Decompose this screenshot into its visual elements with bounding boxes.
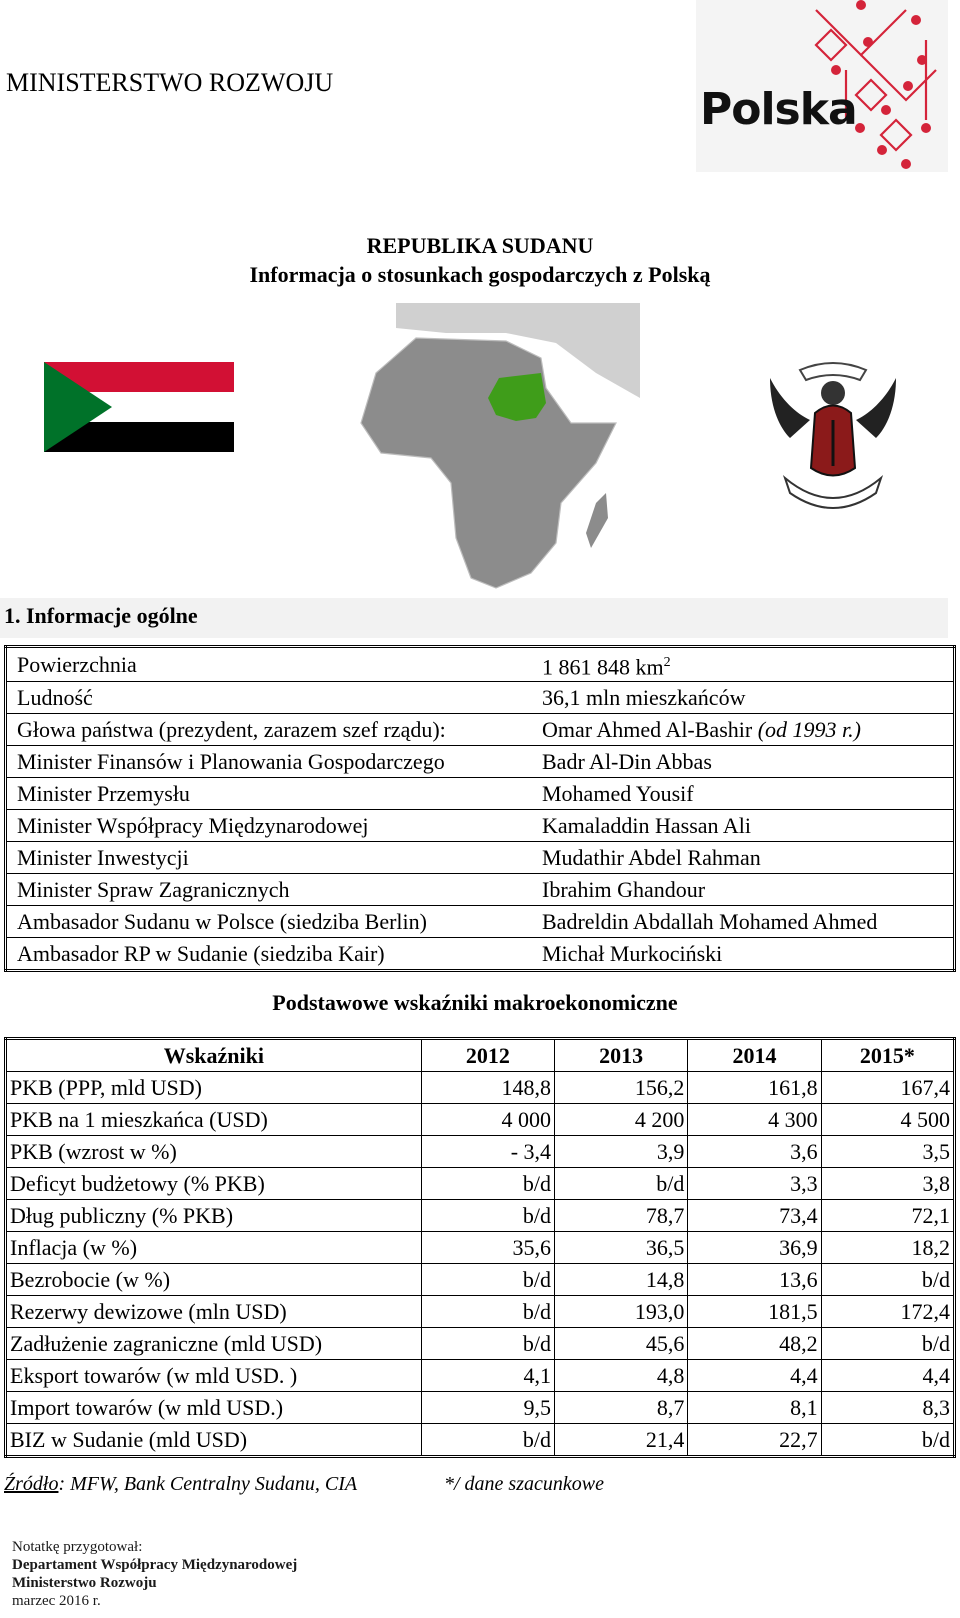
table-row: [6, 1392, 955, 1424]
info-label: Minister Współpracy Międzynarodowej: [17, 813, 369, 839]
indicator-name: Bezrobocie (w %): [6, 1264, 422, 1296]
prepared-by-label: Notatkę przygotował:: [12, 1539, 143, 1555]
indicator-value: 4,4: [688, 1360, 821, 1392]
table-row: [6, 1328, 955, 1360]
info-value-text: Michał Murkociński: [542, 941, 723, 967]
indicator-value: 13,6: [688, 1264, 821, 1296]
column-header: 2015*: [821, 1039, 954, 1072]
table-row: [6, 1296, 955, 1328]
table-row: [6, 1168, 955, 1200]
info-row: [6, 810, 955, 842]
info-row: [6, 746, 955, 778]
info-value: [529, 746, 955, 778]
source-label: Źródło: [4, 1473, 59, 1495]
indicator-value: 4 300: [688, 1104, 821, 1136]
indicator-value: 4 000: [421, 1104, 554, 1136]
info-value-text: Badr Al-Din Abbas: [542, 749, 712, 775]
ministry-name: MINISTERSTWO ROZWOJU: [6, 68, 334, 97]
info-value: [529, 682, 955, 714]
info-value-text: Mudathir Abdel Rahman: [542, 845, 761, 871]
info-value: [529, 647, 955, 682]
indicator-name: Zadłużenie zagraniczne (mld USD): [6, 1328, 422, 1360]
indicator-value: b/d: [421, 1264, 554, 1296]
table-row: [6, 1104, 955, 1136]
indicator-value: 35,6: [421, 1232, 554, 1264]
column-header: Wskaźniki: [6, 1039, 422, 1072]
table-row: [6, 1200, 955, 1232]
indicator-value: 161,8: [688, 1072, 821, 1104]
indicator-value: 148,8: [421, 1072, 554, 1104]
indicator-value: 4 500: [821, 1104, 954, 1136]
indicator-value: 48,2: [688, 1328, 821, 1360]
indicator-name: Inflacja (w %): [6, 1232, 422, 1264]
indicator-value: 156,2: [555, 1072, 688, 1104]
info-label: Minister Przemysłu: [17, 781, 190, 807]
general-info-table: [4, 645, 956, 972]
document-date: marzec 2016 r.: [12, 1593, 101, 1609]
indicator-value: 8,1: [688, 1392, 821, 1424]
polska-logo-text: Polska: [700, 84, 857, 135]
indicator-name: Eksport towarów (w mld USD. ): [6, 1360, 422, 1392]
indicator-value: 172,4: [821, 1296, 954, 1328]
info-value-text: Ibrahim Ghandour: [542, 877, 706, 903]
indicator-value: 8,3: [821, 1392, 954, 1424]
indicator-value: 4,4: [821, 1360, 954, 1392]
info-row: [6, 842, 955, 874]
indicator-value: b/d: [421, 1168, 554, 1200]
indicator-value: b/d: [421, 1328, 554, 1360]
info-label: Ludność: [17, 685, 93, 711]
table-row: [6, 1072, 955, 1104]
info-row: [6, 874, 955, 906]
info-value-text: 1 861 848 km: [542, 654, 664, 680]
indicator-value: b/d: [421, 1424, 554, 1457]
indicator-value: 193,0: [555, 1296, 688, 1328]
prepared-by-block: [12, 1538, 297, 1610]
indicator-value: - 3,4: [421, 1136, 554, 1168]
info-value-text: Omar Ahmed Al-Bashir: [542, 717, 753, 743]
indicator-value: 72,1: [821, 1200, 954, 1232]
indicator-value: 21,4: [555, 1424, 688, 1457]
country-title: REPUBLIKA SUDANU: [366, 233, 594, 258]
estimate-note: */ dane szacunkowe: [444, 1473, 604, 1495]
column-header: 2012: [421, 1039, 554, 1072]
indicator-name: BIZ w Sudanie (mld USD): [6, 1424, 422, 1457]
africa-locator-map: [356, 303, 640, 593]
indicator-name: PKB (wzrost w %): [6, 1136, 422, 1168]
ministry-footer: Ministerstwo Rozwoju: [12, 1575, 157, 1591]
info-label: Minister Finansów i Planowania Gospodarczego: [17, 749, 445, 775]
indicator-value: 8,7: [555, 1392, 688, 1424]
indicator-value: 9,5: [421, 1392, 554, 1424]
macro-indicators-table: [4, 1037, 956, 1458]
table-row: [6, 1264, 955, 1296]
info-row: [6, 778, 955, 810]
info-row: [6, 906, 955, 938]
info-value: [529, 842, 955, 874]
indicator-name: Import towarów (w mld USD.): [6, 1392, 422, 1424]
indicator-value: 3,8: [821, 1168, 954, 1200]
polska-logo: [696, 0, 948, 172]
info-label: Minister Spraw Zagranicznych: [17, 877, 290, 903]
section-general-info: [0, 598, 948, 638]
indicator-value: 4,8: [555, 1360, 688, 1392]
indicator-value: b/d: [421, 1296, 554, 1328]
indicator-name: Rezerwy dewizowe (mln USD): [6, 1296, 422, 1328]
indicator-value: 167,4: [821, 1072, 954, 1104]
info-label: Ambasador Sudanu w Polsce (siedziba Berlin): [17, 909, 427, 935]
info-value-text: Kamaladdin Hassan Ali: [542, 813, 751, 839]
info-label: Minister Inwestycji: [17, 845, 189, 871]
info-value: [529, 810, 955, 842]
info-value: [529, 778, 955, 810]
source-text: : MFW, Bank Centralny Sudanu, CIA: [58, 1473, 358, 1495]
info-value-text: Badreldin Abdallah Mohamed Ahmed: [542, 909, 878, 935]
indicator-value: 14,8: [555, 1264, 688, 1296]
indicator-value: b/d: [821, 1424, 954, 1457]
table-row: [6, 1424, 955, 1457]
info-value: [529, 906, 955, 938]
indicator-name: PKB na 1 mieszkańca (USD): [6, 1104, 422, 1136]
indicator-value: 3,3: [688, 1168, 821, 1200]
indicator-value: 3,9: [555, 1136, 688, 1168]
department-name: Departament Współpracy Międzynarodowej: [12, 1557, 298, 1573]
column-header: 2013: [555, 1039, 688, 1072]
table-row: [6, 1136, 955, 1168]
indicator-name: Dług publiczny (% PKB): [6, 1200, 422, 1232]
section-heading: 1. Informacje ogólne: [4, 603, 198, 628]
indicator-value: b/d: [421, 1200, 554, 1232]
source-note: [4, 1473, 357, 1496]
document-subtitle: Informacja o stosunkach gospodarczych z Polską: [249, 262, 711, 287]
table-row: [6, 1232, 955, 1264]
indicator-value: 3,5: [821, 1136, 954, 1168]
indicator-value: 18,2: [821, 1232, 954, 1264]
indicator-value: 4,1: [421, 1360, 554, 1392]
info-label: Ambasador RP w Sudanie (siedziba Kair): [17, 941, 385, 967]
info-label: Głowa państwa (prezydent, zarazem szef rządu):: [17, 717, 446, 743]
info-value: [529, 714, 955, 746]
indicator-value: 73,4: [688, 1200, 821, 1232]
superscript: 2: [663, 655, 671, 670]
sudan-flag: [44, 362, 234, 452]
indicator-name: Deficyt budżetowy (% PKB): [6, 1168, 422, 1200]
indicator-name: PKB (PPP, mld USD): [6, 1072, 422, 1104]
info-value-text: Mohamed Yousif: [542, 781, 694, 807]
info-value-text: 36,1 mln mieszkańców: [542, 685, 746, 711]
info-value-italic: (od 1993 r.): [757, 717, 861, 743]
indicator-value: b/d: [821, 1328, 954, 1360]
column-header: 2014: [688, 1039, 821, 1072]
indicator-value: b/d: [555, 1168, 688, 1200]
indicator-value: 3,6: [688, 1136, 821, 1168]
indicator-value: 181,5: [688, 1296, 821, 1328]
info-label: Powierzchnia: [17, 652, 137, 678]
indicator-value: 22,7: [688, 1424, 821, 1457]
sudan-coat-of-arms: [760, 358, 906, 518]
info-value: [529, 938, 955, 971]
indicator-value: 36,5: [555, 1232, 688, 1264]
indicator-value: 78,7: [555, 1200, 688, 1232]
info-row: [6, 714, 955, 746]
info-row: [6, 938, 955, 971]
indicator-value: 4 200: [555, 1104, 688, 1136]
table-row: [6, 1360, 955, 1392]
indicator-value: 36,9: [688, 1232, 821, 1264]
macro-indicators-heading: Podstawowe wskaźniki makroekonomiczne: [272, 990, 678, 1015]
info-row: [6, 647, 955, 682]
indicator-value: 45,6: [555, 1328, 688, 1360]
info-value: [529, 874, 955, 906]
indicator-value: b/d: [821, 1264, 954, 1296]
info-row: [6, 682, 955, 714]
